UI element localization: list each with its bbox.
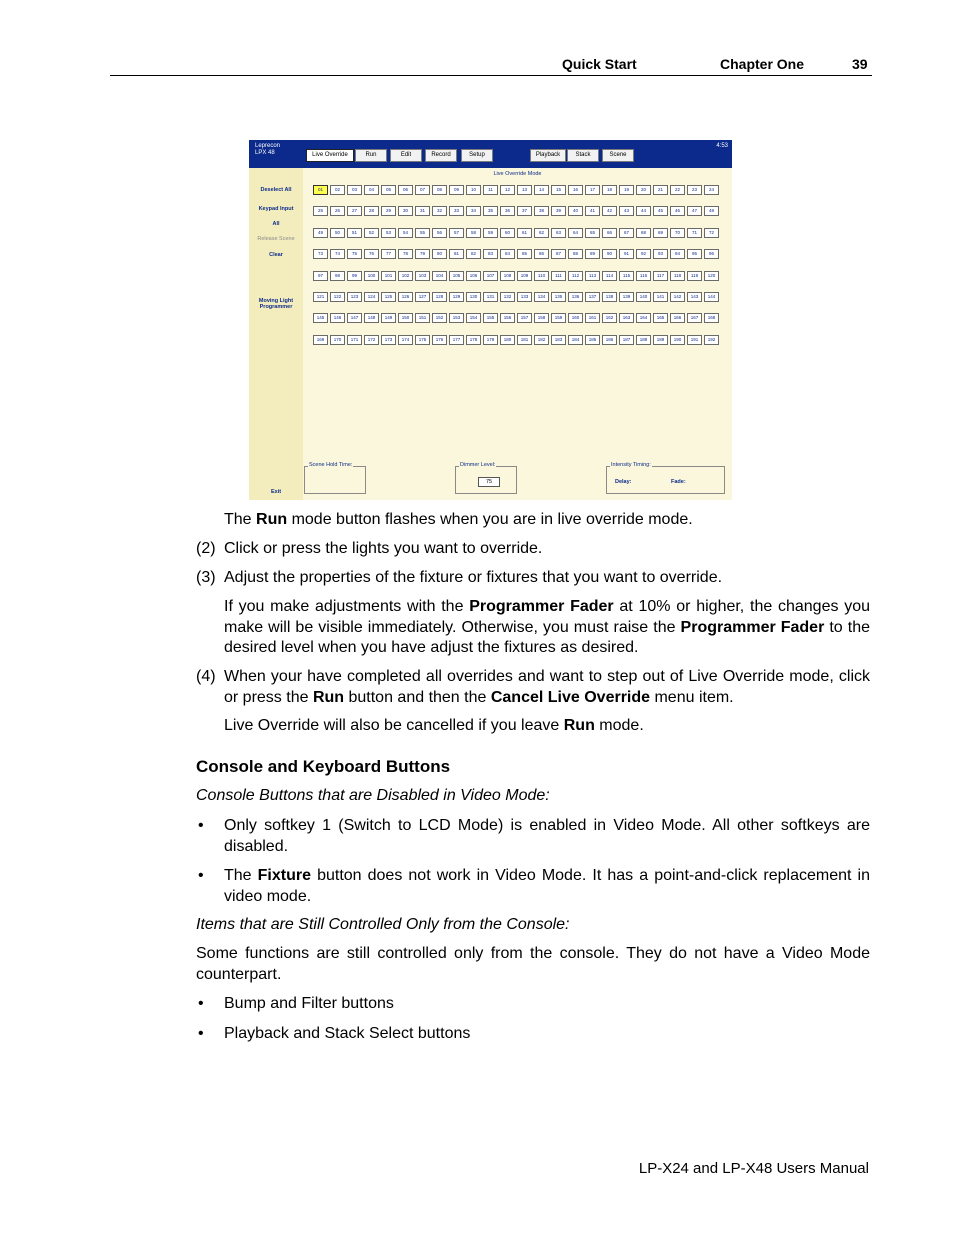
channel-button[interactable]: 162 xyxy=(602,313,617,323)
cancel-live-override-term: Cancel Live Override xyxy=(490,688,651,706)
channel-button[interactable]: 79 xyxy=(415,249,430,259)
tab-stack[interactable]: Stack xyxy=(567,149,599,162)
intensity-timing-label: Intensity Timing: xyxy=(611,462,651,468)
channel-button[interactable]: 60 xyxy=(500,228,515,238)
text-run: When your have completed all overrides and want to step out of Live Override mode, click or press the xyxy=(224,668,870,706)
bullet-icon: • xyxy=(198,1025,204,1042)
header-section: Quick Start xyxy=(562,56,637,72)
channel-row xyxy=(313,271,721,282)
channel-button[interactable]: 54 xyxy=(398,228,413,238)
channel-button[interactable]: 26 xyxy=(330,206,345,216)
channel-button[interactable]: 126 xyxy=(398,292,413,302)
channel-button[interactable]: 157 xyxy=(517,313,532,323)
channel-button[interactable]: 86 xyxy=(534,249,549,259)
channel-button[interactable]: 80 xyxy=(432,249,447,259)
run-term: Run xyxy=(563,717,595,734)
channel-button[interactable]: 112 xyxy=(568,271,583,281)
channel-button[interactable]: 125 xyxy=(381,292,396,302)
all-button[interactable]: All xyxy=(272,221,280,227)
deselect-all-button[interactable]: Deselect All xyxy=(260,187,292,193)
tab-record[interactable]: Record xyxy=(425,149,457,162)
step-number: (2) xyxy=(196,540,216,557)
channel-button[interactable]: 19 xyxy=(619,185,634,195)
channel-button[interactable]: 96 xyxy=(704,249,719,259)
run-term: Run xyxy=(312,688,345,706)
channel-button[interactable]: 70 xyxy=(670,228,685,238)
channel-button[interactable]: 164 xyxy=(636,313,651,323)
channel-button[interactable]: 130 xyxy=(466,292,481,302)
step-4-text xyxy=(224,667,870,708)
channel-button[interactable]: 11 xyxy=(483,185,498,195)
channel-button[interactable]: 143 xyxy=(687,292,702,302)
channel-button[interactable]: 14 xyxy=(534,185,549,195)
bullet-fixture xyxy=(224,866,870,907)
channel-button[interactable]: 37 xyxy=(517,206,532,216)
channel-button[interactable]: 181 xyxy=(517,335,532,345)
channel-row xyxy=(313,185,721,196)
channel-button[interactable]: 165 xyxy=(653,313,668,323)
channel-grid xyxy=(313,185,721,356)
channel-button[interactable]: 81 xyxy=(449,249,464,259)
app-name-line1: Leprecon xyxy=(255,143,281,149)
channel-row xyxy=(313,249,721,260)
channel-button[interactable]: 109 xyxy=(517,271,532,281)
channel-button[interactable]: 01 xyxy=(313,185,328,195)
programmer-fader-term: Programmer Fader xyxy=(680,618,825,636)
channel-button[interactable]: 153 xyxy=(449,313,464,323)
channel-button[interactable]: 151 xyxy=(415,313,430,323)
channel-button[interactable]: 48 xyxy=(704,206,719,216)
channel-button[interactable]: 172 xyxy=(364,335,379,345)
live-override-screenshot xyxy=(249,140,732,500)
channel-button[interactable]: 124 xyxy=(364,292,379,302)
text-run: If you make adjustments with the xyxy=(224,598,470,615)
text-run: Live Override will also be cancelled if you leave xyxy=(224,717,564,734)
channel-button[interactable]: 118 xyxy=(670,271,685,281)
keypad-input-button[interactable]: Keypad Input xyxy=(258,206,294,212)
channel-button[interactable]: 43 xyxy=(619,206,634,216)
app-name-line2: LPX 48 xyxy=(255,150,275,156)
mode-title: Live Override Mode xyxy=(493,171,542,177)
channel-button[interactable]: 50 xyxy=(330,228,345,238)
channel-button[interactable]: 29 xyxy=(381,206,396,216)
channel-button[interactable]: 121 xyxy=(313,292,328,302)
programmer-fader-paragraph xyxy=(224,597,870,659)
channel-button[interactable]: 140 xyxy=(636,292,651,302)
channel-button[interactable]: 21 xyxy=(653,185,668,195)
channel-button[interactable]: 90 xyxy=(602,249,617,259)
channel-button[interactable]: 87 xyxy=(551,249,566,259)
channel-button[interactable]: 05 xyxy=(381,185,396,195)
channel-button[interactable]: 93 xyxy=(653,249,668,259)
run-term: Run xyxy=(256,511,288,528)
channel-button[interactable]: 177 xyxy=(449,335,464,345)
run-flash-paragraph xyxy=(224,510,693,531)
channel-button[interactable]: 129 xyxy=(449,292,464,302)
channel-button[interactable]: 25 xyxy=(313,206,328,216)
channel-button[interactable]: 66 xyxy=(602,228,617,238)
channel-button[interactable]: 53 xyxy=(381,228,396,238)
channel-button[interactable]: 46 xyxy=(670,206,685,216)
text-run: button and then the xyxy=(344,688,491,706)
channel-button[interactable]: 82 xyxy=(466,249,481,259)
channel-button[interactable]: 144 xyxy=(704,292,719,302)
subheading-console-only: Items that are Still Controlled Only from the Console: xyxy=(196,916,570,933)
channel-button[interactable]: 131 xyxy=(483,292,498,302)
channel-button[interactable]: 94 xyxy=(670,249,685,259)
channel-button[interactable]: 65 xyxy=(585,228,600,238)
channel-button[interactable]: 146 xyxy=(330,313,345,323)
channel-button[interactable]: 51 xyxy=(347,228,362,238)
delay-label: Delay: xyxy=(615,479,632,485)
channel-button[interactable]: 15 xyxy=(551,185,566,195)
channel-button[interactable]: 127 xyxy=(415,292,430,302)
console-only-paragraph: Some functions are still controlled only from the console. They do not have a Video Mode counterpart. xyxy=(196,945,870,983)
programmer-label: Programmer xyxy=(259,304,293,310)
channel-button[interactable]: 168 xyxy=(704,313,719,323)
channel-button[interactable]: 104 xyxy=(432,271,447,281)
bullet-icon: • xyxy=(198,817,204,834)
channel-button[interactable]: 137 xyxy=(585,292,600,302)
moving-light-programmer-button[interactable] xyxy=(249,298,303,310)
channel-button[interactable]: 161 xyxy=(585,313,600,323)
channel-button[interactable]: 116 xyxy=(636,271,651,281)
exit-button[interactable]: Exit xyxy=(270,489,282,495)
channel-button[interactable]: 106 xyxy=(466,271,481,281)
channel-button[interactable]: 78 xyxy=(398,249,413,259)
channel-button[interactable]: 41 xyxy=(585,206,600,216)
channel-button[interactable]: 02 xyxy=(330,185,345,195)
moving-light-label: Moving Light xyxy=(258,298,294,304)
channel-button[interactable]: 69 xyxy=(653,228,668,238)
tab-edit[interactable]: Edit xyxy=(390,149,422,162)
dimmer-level-label: Dimmer Level: xyxy=(460,462,496,468)
cancelled-paragraph xyxy=(224,716,644,737)
channel-button[interactable]: 31 xyxy=(415,206,430,216)
channel-button[interactable]: 113 xyxy=(585,271,600,281)
channel-button[interactable]: 171 xyxy=(347,335,362,345)
channel-button[interactable]: 32 xyxy=(432,206,447,216)
tab-scene[interactable]: Scene xyxy=(602,149,634,162)
channel-button[interactable]: 36 xyxy=(500,206,515,216)
channel-button[interactable]: 20 xyxy=(636,185,651,195)
channel-button[interactable]: 114 xyxy=(602,271,617,281)
channel-button[interactable]: 152 xyxy=(432,313,447,323)
channel-button[interactable]: 158 xyxy=(534,313,549,323)
channel-button[interactable]: 49 xyxy=(313,228,328,238)
tab-setup[interactable]: Setup xyxy=(461,149,493,162)
footer: LP-X24 and LP-X48 Users Manual xyxy=(638,1160,869,1177)
channel-button[interactable]: 58 xyxy=(466,228,481,238)
step-number: (4) xyxy=(196,668,216,685)
tab-playback[interactable]: Playback xyxy=(530,149,566,162)
header-chapter: Chapter One xyxy=(720,56,805,72)
channel-button[interactable]: 103 xyxy=(415,271,430,281)
channel-button[interactable]: 123 xyxy=(347,292,362,302)
channel-button[interactable]: 176 xyxy=(432,335,447,345)
channel-button[interactable]: 166 xyxy=(670,313,685,323)
channel-button[interactable]: 68 xyxy=(636,228,651,238)
screenshot-title-bar xyxy=(249,140,732,168)
section-heading: Console and Keyboard Buttons xyxy=(196,757,451,776)
channel-button[interactable]: 101 xyxy=(381,271,396,281)
channel-button[interactable]: 71 xyxy=(687,228,702,238)
channel-button[interactable]: 120 xyxy=(704,271,719,281)
channel-button[interactable]: 188 xyxy=(636,335,651,345)
channel-button[interactable]: 159 xyxy=(551,313,566,323)
bullet-playback-stack: Playback and Stack Select buttons xyxy=(224,1025,471,1042)
channel-button[interactable]: 24 xyxy=(704,185,719,195)
channel-button[interactable]: 105 xyxy=(449,271,464,281)
text-run: button does not work in Video Mode. It has a point-and-click replacement in video mode. xyxy=(224,867,871,905)
channel-button[interactable]: 190 xyxy=(670,335,685,345)
channel-button[interactable]: 83 xyxy=(483,249,498,259)
channel-button[interactable]: 98 xyxy=(330,271,345,281)
text-run: The xyxy=(224,511,257,528)
channel-button[interactable]: 62 xyxy=(534,228,549,238)
channel-button[interactable]: 119 xyxy=(687,271,702,281)
channel-button[interactable]: 30 xyxy=(398,206,413,216)
channel-button[interactable]: 59 xyxy=(483,228,498,238)
channel-button[interactable]: 75 xyxy=(347,249,362,259)
channel-button[interactable]: 18 xyxy=(602,185,617,195)
channel-button[interactable]: 27 xyxy=(347,206,362,216)
app-name xyxy=(255,143,280,157)
channel-button[interactable]: 76 xyxy=(364,249,379,259)
clear-button[interactable]: Clear xyxy=(269,252,283,258)
channel-button[interactable]: 183 xyxy=(551,335,566,345)
screenshot-left-menu xyxy=(249,168,303,500)
channel-button[interactable]: 163 xyxy=(619,313,634,323)
channel-button[interactable]: 63 xyxy=(551,228,566,238)
channel-button[interactable]: 16 xyxy=(568,185,583,195)
channel-button[interactable]: 12 xyxy=(500,185,515,195)
channel-button[interactable]: 88 xyxy=(568,249,583,259)
channel-button[interactable]: 91 xyxy=(619,249,634,259)
text-run: mode. xyxy=(594,717,644,734)
channel-button[interactable]: 84 xyxy=(500,249,515,259)
channel-button[interactable]: 154 xyxy=(466,313,481,323)
channel-button[interactable]: 107 xyxy=(483,271,498,281)
fade-label: Fade: xyxy=(671,479,686,485)
text-run: menu item. xyxy=(650,688,734,706)
release-scene-button[interactable]: Release Scene xyxy=(257,236,295,242)
channel-button[interactable]: 57 xyxy=(449,228,464,238)
bullet-bump-filter: Bump and Filter buttons xyxy=(224,995,394,1012)
channel-button[interactable]: 22 xyxy=(670,185,685,195)
channel-button[interactable]: 134 xyxy=(534,292,549,302)
channel-button[interactable]: 174 xyxy=(398,335,413,345)
header-page-number: 39 xyxy=(852,56,868,72)
channel-button[interactable]: 180 xyxy=(500,335,515,345)
step-number: (3) xyxy=(196,569,216,586)
channel-button[interactable]: 148 xyxy=(364,313,379,323)
scene-hold-time-group xyxy=(304,462,366,494)
channel-button[interactable]: 170 xyxy=(330,335,345,345)
channel-button[interactable]: 42 xyxy=(602,206,617,216)
channel-button[interactable]: 147 xyxy=(347,313,362,323)
channel-button[interactable]: 155 xyxy=(483,313,498,323)
bullet-softkey: Only softkey 1 (Switch to LCD Mode) is enabled in Video Mode. All other softkeys are disabled. xyxy=(224,817,870,855)
channel-button[interactable]: 182 xyxy=(534,335,549,345)
text-run: The xyxy=(224,867,258,884)
channel-button[interactable]: 117 xyxy=(653,271,668,281)
channel-button[interactable]: 145 xyxy=(313,313,328,323)
intensity-timing-group xyxy=(606,462,725,494)
clock: 4:53 xyxy=(716,143,728,149)
channel-button[interactable]: 149 xyxy=(381,313,396,323)
channel-button[interactable]: 142 xyxy=(670,292,685,302)
dimmer-level-group xyxy=(455,462,517,494)
bullet-icon: • xyxy=(198,867,204,884)
programmer-fader-term: Programmer Fader xyxy=(469,598,614,615)
channel-button[interactable]: 132 xyxy=(500,292,515,302)
channel-button[interactable]: 128 xyxy=(432,292,447,302)
channel-button[interactable]: 186 xyxy=(602,335,617,345)
channel-button[interactable]: 23 xyxy=(687,185,702,195)
channel-button[interactable]: 95 xyxy=(687,249,702,259)
channel-button[interactable]: 17 xyxy=(585,185,600,195)
tab-live-override[interactable]: Live Override xyxy=(306,149,354,162)
channel-button[interactable]: 187 xyxy=(619,335,634,345)
channel-button[interactable]: 89 xyxy=(585,249,600,259)
channel-row xyxy=(313,228,721,239)
channel-button[interactable]: 108 xyxy=(500,271,515,281)
channel-button[interactable]: 13 xyxy=(517,185,532,195)
channel-button[interactable]: 04 xyxy=(364,185,379,195)
channel-button[interactable]: 136 xyxy=(568,292,583,302)
channel-button[interactable]: 150 xyxy=(398,313,413,323)
channel-button[interactable]: 38 xyxy=(534,206,549,216)
scene-hold-time-label: Scene Hold Time: xyxy=(309,462,353,468)
channel-button[interactable]: 169 xyxy=(313,335,328,345)
text-run: mode button flashes when you are in live override mode. xyxy=(287,511,693,528)
channel-button[interactable]: 33 xyxy=(449,206,464,216)
channel-button[interactable]: 133 xyxy=(517,292,532,302)
channel-button[interactable]: 10 xyxy=(466,185,481,195)
fixture-term: Fixture xyxy=(257,867,311,884)
channel-button[interactable]: 97 xyxy=(313,271,328,281)
channel-button[interactable]: 173 xyxy=(381,335,396,345)
channel-button[interactable]: 167 xyxy=(687,313,702,323)
dimmer-level-input[interactable]: 75 xyxy=(478,477,500,487)
channel-button[interactable]: 55 xyxy=(415,228,430,238)
channel-row xyxy=(313,313,721,324)
channel-button[interactable]: 185 xyxy=(585,335,600,345)
channel-button[interactable]: 102 xyxy=(398,271,413,281)
channel-button[interactable]: 35 xyxy=(483,206,498,216)
header-rule xyxy=(110,75,872,76)
step-2-text: Click or press the lights you want to override. xyxy=(224,540,543,557)
channel-button[interactable]: 192 xyxy=(704,335,719,345)
channel-button[interactable]: 47 xyxy=(687,206,702,216)
channel-button[interactable]: 139 xyxy=(619,292,634,302)
channel-button[interactable]: 40 xyxy=(568,206,583,216)
channel-button[interactable]: 189 xyxy=(653,335,668,345)
channel-button[interactable]: 178 xyxy=(466,335,481,345)
text-run: at 10% or higher, the changes you make will be visible immediately. Otherwise, you must raise the xyxy=(224,598,871,636)
channel-button[interactable]: 08 xyxy=(432,185,447,195)
channel-button[interactable]: 156 xyxy=(500,313,515,323)
channel-button[interactable]: 85 xyxy=(517,249,532,259)
channel-button[interactable]: 56 xyxy=(432,228,447,238)
channel-button[interactable]: 110 xyxy=(534,271,549,281)
channel-button[interactable]: 77 xyxy=(381,249,396,259)
channel-button[interactable]: 39 xyxy=(551,206,566,216)
channel-button[interactable]: 34 xyxy=(466,206,481,216)
channel-button[interactable]: 100 xyxy=(364,271,379,281)
channel-button[interactable]: 99 xyxy=(347,271,362,281)
channel-button[interactable]: 44 xyxy=(636,206,651,216)
channel-button[interactable]: 09 xyxy=(449,185,464,195)
channel-button[interactable]: 115 xyxy=(619,271,634,281)
channel-row xyxy=(313,335,721,346)
channel-button[interactable]: 191 xyxy=(687,335,702,345)
channel-button[interactable]: 07 xyxy=(415,185,430,195)
text-run: to the desired level when you have adjust the fixtures as desired. xyxy=(224,618,870,656)
tab-run[interactable]: Run xyxy=(355,149,387,162)
channel-button[interactable]: 122 xyxy=(330,292,345,302)
channel-button[interactable]: 179 xyxy=(483,335,498,345)
step-3-text: Adjust the properties of the fixture or fixtures that you want to override. xyxy=(224,569,723,586)
channel-button[interactable]: 111 xyxy=(551,271,566,281)
channel-button[interactable]: 52 xyxy=(364,228,379,238)
channel-button[interactable]: 175 xyxy=(415,335,430,345)
channel-button[interactable]: 28 xyxy=(364,206,379,216)
channel-button[interactable]: 61 xyxy=(517,228,532,238)
channel-button[interactable]: 74 xyxy=(330,249,345,259)
channel-button[interactable]: 45 xyxy=(653,206,668,216)
channel-button[interactable]: 184 xyxy=(568,335,583,345)
channel-button[interactable]: 03 xyxy=(347,185,362,195)
channel-button[interactable]: 06 xyxy=(398,185,413,195)
channel-button[interactable]: 73 xyxy=(313,249,328,259)
channel-button[interactable]: 135 xyxy=(551,292,566,302)
channel-button[interactable]: 72 xyxy=(704,228,719,238)
channel-button[interactable]: 67 xyxy=(619,228,634,238)
subheading-disabled-buttons: Console Buttons that are Disabled in Video Mode: xyxy=(196,787,550,804)
bullet-icon: • xyxy=(198,995,204,1012)
channel-button[interactable]: 92 xyxy=(636,249,651,259)
channel-button[interactable]: 141 xyxy=(653,292,668,302)
channel-button[interactable]: 160 xyxy=(568,313,583,323)
channel-button[interactable]: 138 xyxy=(602,292,617,302)
channel-row xyxy=(313,292,721,303)
channel-button[interactable]: 64 xyxy=(568,228,583,238)
channel-row xyxy=(313,206,721,217)
